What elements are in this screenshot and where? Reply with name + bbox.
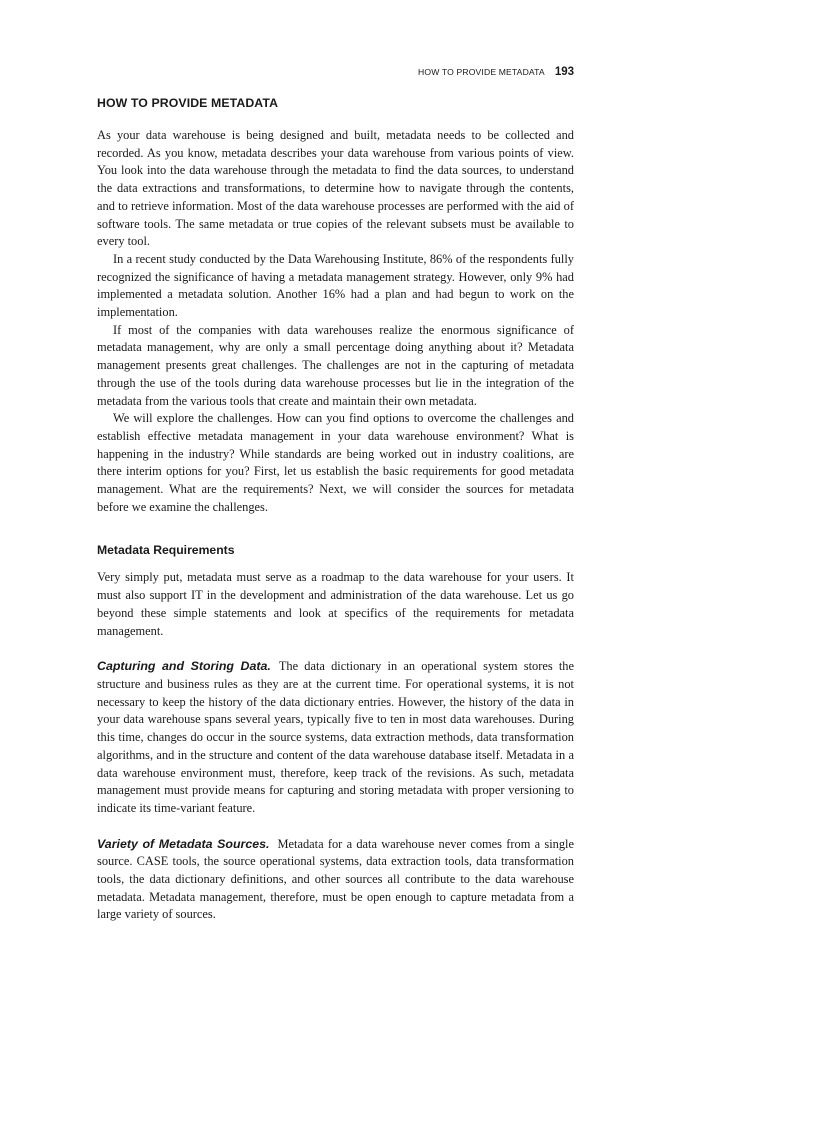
paragraph: We will explore the challenges. How can you find options to overcome the challenges and establish effective metadata management in your data warehouse environment? What is happening in the industry? While standards are being worked out in industry coalitions, are there interim options for you? First, let us establish the basic requirements for good metadata management. What are the requirements? Next, we will consider the sources for metadata before we examine the challenges. [97, 411, 574, 514]
paragraph: If most of the companies with data warehouses realize the enormous significance of metadata management, why are only a small percentage doing anything about it? Metadata management presents great challenges. The challenges are not in the capturing of metadata through the use of the tools during data warehouse processes but lie in the integration of the metadata from the various tools that create and maintain their own metadata. [97, 322, 574, 408]
running-head [418, 62, 574, 80]
spacer [97, 640, 574, 658]
paragraph: Very simply put, metadata must serve as a roadmap to the data warehouse for your users. It must also support IT in the development and administration of the data warehouse. Let us go beyond these simple statements and look at specifics of the requirements for metadata management. [97, 570, 574, 638]
runin-paragraph [97, 836, 574, 925]
running-head-title: HOW TO PROVIDE METADATA [418, 67, 545, 77]
page-number: 193 [554, 66, 574, 78]
spacer [97, 818, 574, 836]
subsection-heading: Metadata Requirements [97, 543, 235, 558]
paragraph: As your data warehouse is being designed and built, metadata needs to be collected and recorded. As you know, metadata describes your data warehouse from various points of view. You look into the data warehouse through the metadata to find the data sources, to understand the data extractions and transformations, to determine how to navigate through the contents, and to retrieve information. Most of the data warehouse processes are performed with the aid of software tools. The same metadata or true copies of the relevant subsets must be available to every tool. [97, 128, 574, 249]
runin-text: The data dictionary in an operational system stores the structure and business rules as they are at the current time. For operational systems, it is not necessary to keep the history of the data dictionary entries. However, the history of the data in your data warehouse spans several years, typically five to ten in most data warehouses. During this time, changes do occur in the source systems, data extraction methods, data transformation algorithms, and in the structure and content of the data warehouse database itself. Metadata in a data warehouse environment must, therefore, keep track of the revisions. As such, metadata management must provide means for capturing and storing metadata with proper versioning to indicate its time-variant feature. [97, 659, 574, 815]
runin-text: Metadata for a data warehouse never comes from a single source. CASE tools, the source operational systems, data extraction tools, data transformation tools, the data dictionary definitions, and other sources all contribute to the data warehouse metadata. Metadata management, therefore, must be open enough to capture metadata from a large variety of sources. [97, 836, 574, 922]
runin-paragraph [97, 658, 574, 817]
body-text [97, 127, 574, 924]
runin-heading: Variety of Metadata Sources. [97, 836, 270, 851]
section-heading: HOW TO PROVIDE METADATA [97, 96, 279, 110]
paragraph: In a recent study conducted by the Data Warehousing Institute, 86% of the respondents fully recognized the significance of having a metadata management strategy. However, only 9% had implemented a metadata solution. Another 16% had a plan and had begun to work on the implementation. [97, 251, 574, 320]
runin-heading: Capturing and Storing Data. [97, 659, 271, 674]
